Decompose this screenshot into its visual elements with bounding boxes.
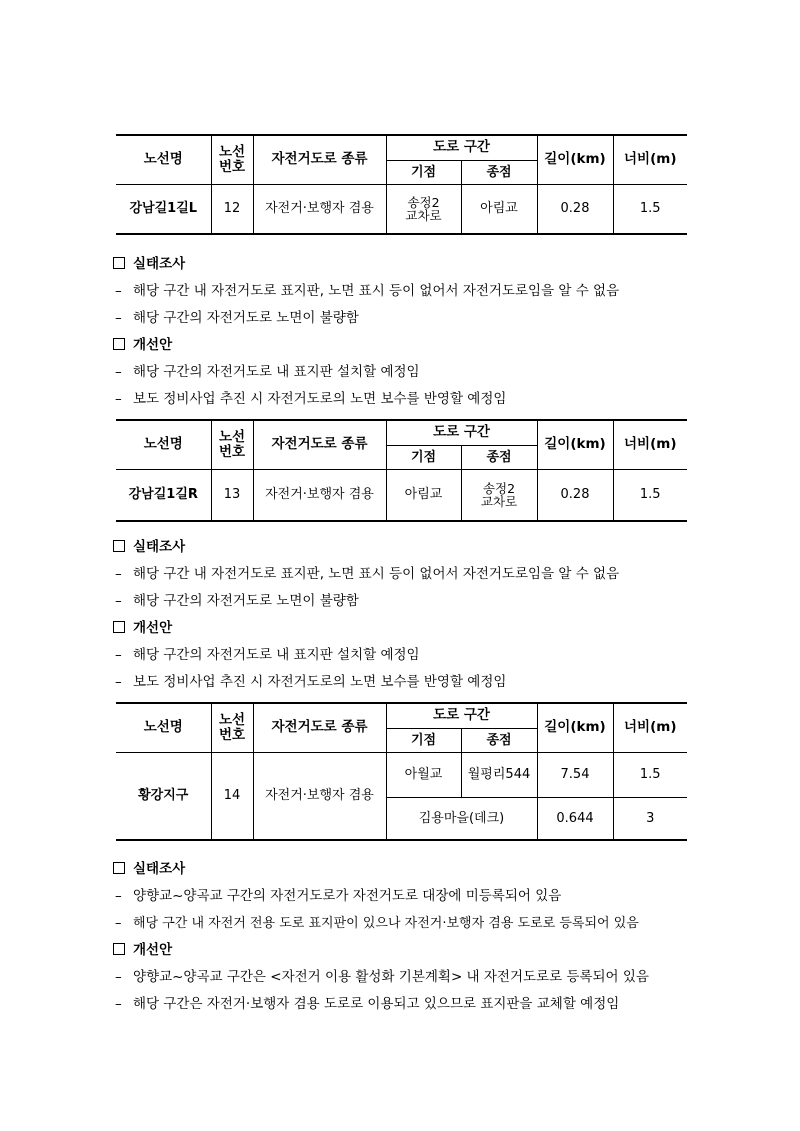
header-width: 너비(m) xyxy=(613,420,687,469)
survey-heading: 실태조사 xyxy=(113,856,713,883)
plan-heading: 개선안 xyxy=(113,332,713,359)
route-end: 송정2 교차로 xyxy=(461,469,537,521)
route-length: 0.28 xyxy=(537,184,613,234)
header-route-no: 노선 번호 xyxy=(211,135,253,184)
section-2 xyxy=(113,534,713,696)
route-length: 7.54 xyxy=(537,752,613,797)
survey-item: – 해당 구간 내 자전거 전용 도로 표지판이 있으나 자전거·보행자 겸용 도로로 등록되어 있음 xyxy=(115,916,639,931)
header-start: 기점 xyxy=(386,160,461,184)
route-table-2 xyxy=(116,419,687,522)
route-name: 황강지구 xyxy=(116,752,211,840)
plan-heading: 개선안 xyxy=(113,937,713,964)
route-no: 14 xyxy=(211,752,253,840)
header-width: 너비(m) xyxy=(613,703,687,752)
section-3 xyxy=(113,856,713,1018)
header-route-name: 노선명 xyxy=(116,703,211,752)
header-length: 길이(km) xyxy=(537,135,613,184)
route-type: 자전거·보행자 겸용 xyxy=(253,469,386,521)
route-width: 3 xyxy=(613,797,687,840)
header-end: 종점 xyxy=(461,728,537,752)
header-section: 도로 구간 xyxy=(386,703,537,728)
survey-item: – 해당 구간 내 자전거도로 표지판, 노면 표시 등이 없어서 자전거도로임을 알 수 없음 xyxy=(115,283,620,299)
checkbox-square-icon xyxy=(113,862,125,874)
route-length: 0.644 xyxy=(537,797,613,840)
route-start: 송정2 교차로 xyxy=(386,184,461,234)
route-no: 12 xyxy=(211,184,253,234)
header-type: 자전거도로 종류 xyxy=(253,420,386,469)
section-1 xyxy=(113,251,713,413)
header-start: 기점 xyxy=(386,445,461,469)
route-no: 13 xyxy=(211,469,253,521)
route-end: 월평리544 xyxy=(461,752,537,797)
route-table-1 xyxy=(116,134,687,235)
survey-heading: 실태조사 xyxy=(113,534,713,561)
checkbox-square-icon xyxy=(113,943,125,955)
header-section: 도로 구간 xyxy=(386,135,537,160)
route-type: 자전거·보행자 겸용 xyxy=(253,184,386,234)
header-route-no: 노선 번호 xyxy=(211,420,253,469)
header-width: 너비(m) xyxy=(613,135,687,184)
survey-item: – 양향교~양곡교 구간의 자전거도로가 자전거도로 대장에 미등록되어 있음 xyxy=(115,888,562,904)
header-section: 도로 구간 xyxy=(386,420,537,445)
header-type: 자전거도로 종류 xyxy=(253,703,386,752)
plan-heading: 개선안 xyxy=(113,615,713,642)
route-name: 강남길1길R xyxy=(116,469,211,521)
route-table-3 xyxy=(116,702,687,841)
plan-item: – 해당 구간은 자전거·보행자 겸용 도로로 이용되고 있으므로 표지판을 교체할 예정임 xyxy=(115,996,620,1012)
route-start: 아림교 xyxy=(386,469,461,521)
plan-item: – 보도 정비사업 추진 시 자전거도로의 노면 보수를 반영할 예정임 xyxy=(115,674,507,690)
route-length: 0.28 xyxy=(537,469,613,521)
route-name: 강남길1길L xyxy=(116,184,211,234)
header-end: 종점 xyxy=(461,160,537,184)
checkbox-square-icon xyxy=(113,338,125,350)
survey-heading: 실태조사 xyxy=(113,251,713,278)
route-width: 1.5 xyxy=(613,752,687,797)
plan-item: – 해당 구간의 자전거도로 내 표지판 설치할 예정임 xyxy=(115,647,420,663)
route-end: 아림교 xyxy=(461,184,537,234)
checkbox-square-icon xyxy=(113,540,125,552)
plan-item: – 양향교~양곡교 구간은 <자전거 이용 활성화 기본계획> 내 자전거도로로 등록되어 있음 xyxy=(115,969,649,985)
checkbox-square-icon xyxy=(113,621,125,633)
route-start: 아월교 xyxy=(386,752,461,797)
plan-item: – 해당 구간의 자전거도로 내 표지판 설치할 예정임 xyxy=(115,364,420,380)
route-width: 1.5 xyxy=(613,469,687,521)
route-span: 김용마을(데크) xyxy=(386,797,537,840)
header-start: 기점 xyxy=(386,728,461,752)
checkbox-square-icon xyxy=(113,257,125,269)
header-length: 길이(km) xyxy=(537,703,613,752)
header-route-name: 노선명 xyxy=(116,420,211,469)
survey-item: – 해당 구간의 자전거도로 노면이 불량함 xyxy=(115,310,359,326)
header-length: 길이(km) xyxy=(537,420,613,469)
header-type: 자전거도로 종류 xyxy=(253,135,386,184)
plan-item: – 보도 정비사업 추진 시 자전거도로의 노면 보수를 반영할 예정임 xyxy=(115,391,507,407)
survey-item: – 해당 구간 내 자전거도로 표지판, 노면 표시 등이 없어서 자전거도로임을 알 수 없음 xyxy=(115,566,620,582)
route-width: 1.5 xyxy=(613,184,687,234)
header-route-name: 노선명 xyxy=(116,135,211,184)
survey-item: – 해당 구간의 자전거도로 노면이 불량함 xyxy=(115,593,359,609)
route-type: 자전거·보행자 겸용 xyxy=(253,752,386,840)
header-route-no: 노선 번호 xyxy=(211,703,253,752)
header-end: 종점 xyxy=(461,445,537,469)
